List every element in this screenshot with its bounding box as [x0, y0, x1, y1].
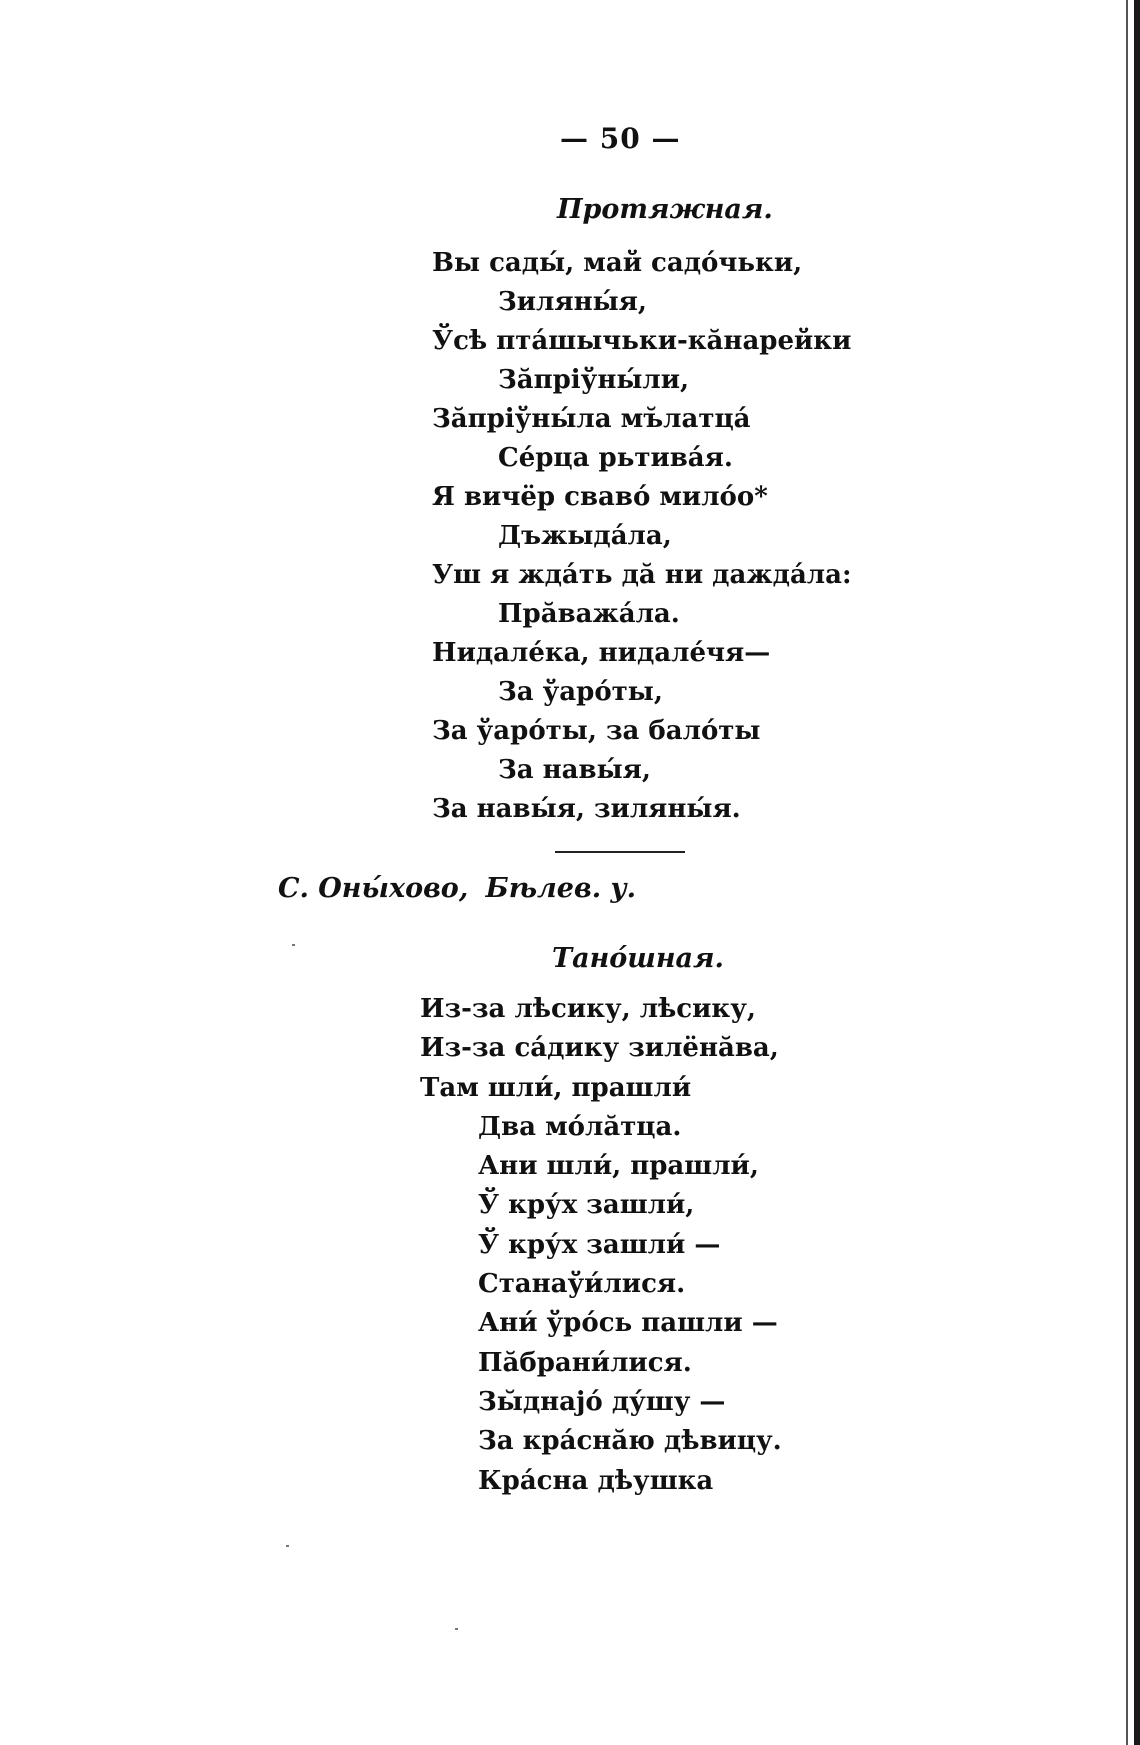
poem-line: За кра́снӑю дѣвицу. — [478, 1426, 782, 1457]
poem-line: Два мо́лӑтца. — [478, 1111, 682, 1142]
location-note — [278, 873, 644, 904]
poem-line: Зӑпрiўны́ли, — [498, 365, 690, 395]
poem-line: Там шли́, прашли́ — [420, 1072, 692, 1103]
poem-line: Зӑпрiўны́ла мъ̆латца́ — [432, 404, 751, 434]
poem-line: Станаўи́лися. — [478, 1269, 686, 1300]
poem-line: За навы́я, зиляны́я. — [432, 794, 741, 824]
poem-protyazhnaya — [432, 244, 852, 829]
print-speck — [286, 1545, 289, 1547]
poem-line: Прӑважа́ла. — [498, 599, 680, 629]
poem-line: Нидале́ка, нидале́чя— — [432, 638, 771, 668]
page-edge-shadow — [1126, 0, 1128, 1745]
poem-line: Зиляны́я, — [498, 287, 647, 317]
poem-line: Из-за лѣсику, лѣсику, — [420, 994, 756, 1024]
location-village: С. Оны́хово, — [278, 873, 469, 904]
poem-line: Зы̆днајо́ ду́шу — — [478, 1386, 726, 1417]
poem-tanoshnaya — [420, 990, 782, 1501]
print-speck — [455, 1628, 458, 1630]
song-title-protyazhnaya: Протяжная. — [557, 194, 773, 225]
poem-line: Се́рца рьтива́я. — [498, 443, 733, 473]
poem-line: Дъжыда́ла, — [498, 521, 672, 551]
poem-line: Ў кру́х зашли́ — — [478, 1229, 721, 1260]
poem-line: Пӑбрани́лися. — [478, 1347, 692, 1378]
poem-line: Кра́сна дѣушка — [478, 1465, 714, 1496]
poem-line: За навы́я, — [498, 755, 651, 785]
location-district: Бѣлев. у. — [485, 873, 637, 904]
poem-line: Ўсѣ пта́шычьки-кӑнарейки — [432, 326, 852, 356]
poem-line: За ўаро́ты, — [498, 677, 663, 707]
page-edge — [1134, 0, 1140, 1745]
poem-line: Ани́ ўро́сь пашли — — [478, 1308, 778, 1339]
poem-line: Из-за са́дику зилёнӑва, — [420, 1033, 779, 1064]
page-number: — 50 — — [560, 122, 681, 155]
poem-line: Уш я жда́ть дӑ ни дажда́ла: — [432, 560, 852, 590]
section-divider — [555, 851, 685, 853]
poem-line: За ўаро́ты, за бало́ты — [432, 716, 761, 746]
poem-line: Вы сады́, май садо́чьки, — [432, 248, 803, 278]
song-title-tanoshnaya: Тано́шная. — [552, 943, 724, 974]
poem-line: Я вичёр сваво́ мило́о* — [432, 482, 768, 512]
print-speck — [292, 944, 295, 946]
poem-line: Ў кру́х зашли́, — [478, 1190, 695, 1221]
poem-line: Ани шли́, прашли́, — [478, 1151, 759, 1182]
